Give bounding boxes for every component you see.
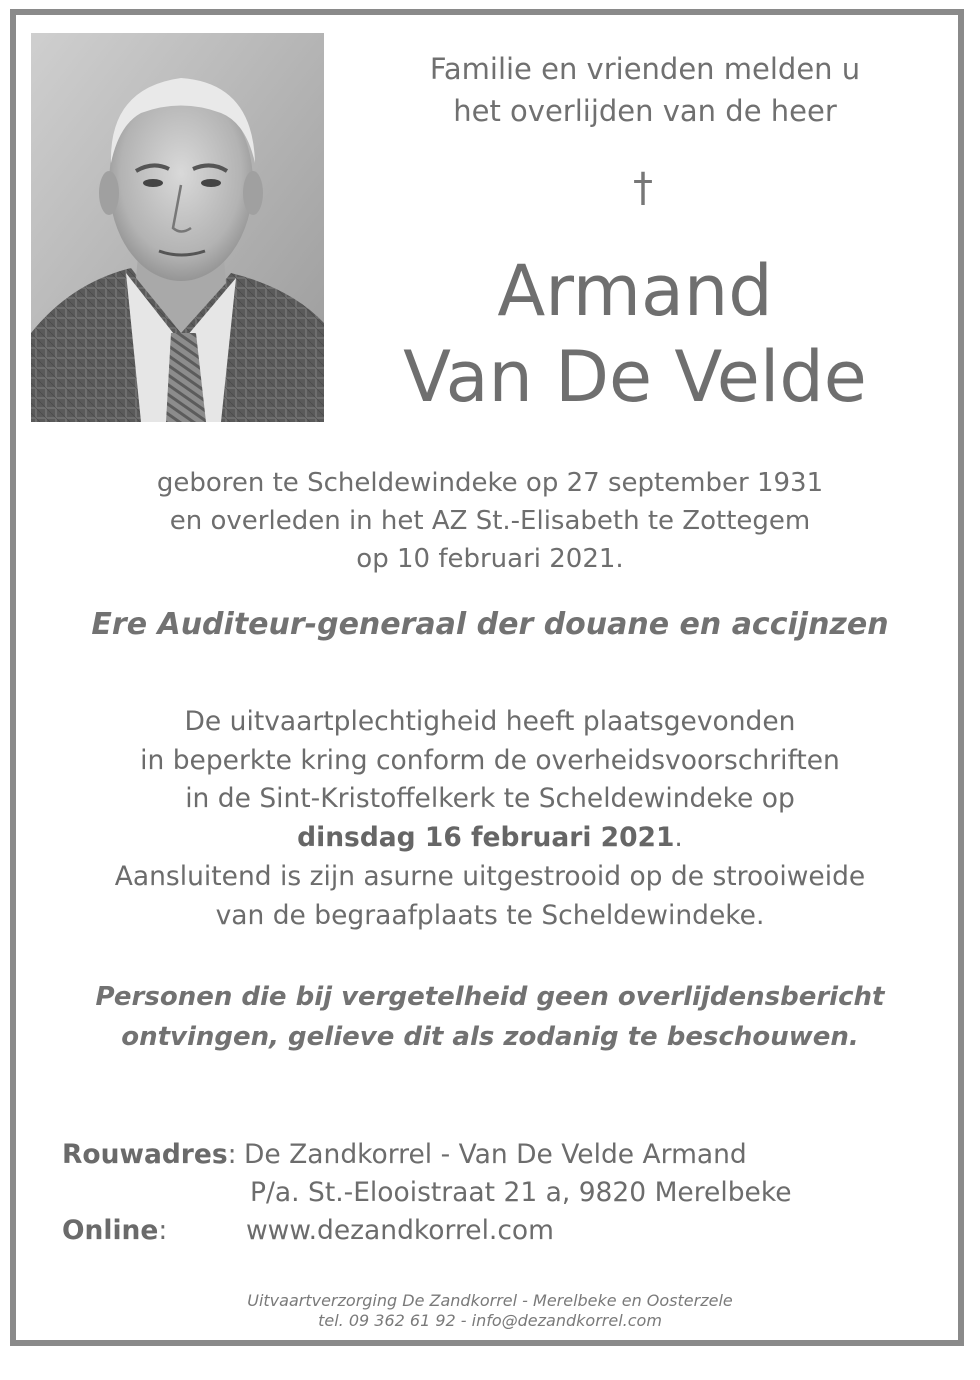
funeral-line-2: in beperkte kring conform de overheidsvoorschriften bbox=[140, 744, 840, 776]
funeral-line-3: in de Sint-Kristoffelkerk te Scheldewindeke op bbox=[185, 783, 795, 815]
honorary-title: Ere Auditeur-generaal der douane en accijnzen bbox=[91, 607, 889, 642]
address-line-1: De Zandkorrel - Van De Velde Armand bbox=[244, 1139, 747, 1170]
death-date-line: op 10 februari 2021. bbox=[356, 544, 624, 574]
notice-line-2: ontvingen, gelieve dit als zodanig te beschouwen. bbox=[121, 1022, 859, 1052]
deceased-name bbox=[380, 248, 890, 420]
funeral-line-1: De uitvaartplechtigheid heeft plaatsgevonden bbox=[184, 706, 796, 737]
deceased-first-name: Armand bbox=[497, 250, 773, 332]
online-label: Online bbox=[62, 1215, 159, 1246]
footer-line-2: tel. 09 362 61 92 - info@dezandkorrel.com bbox=[318, 1311, 662, 1330]
intro-line-2: het overlijden van de heer bbox=[453, 94, 837, 128]
intro-line-1: Familie en vrienden melden u bbox=[429, 52, 861, 86]
birth-death-details bbox=[100, 464, 880, 578]
funeral-line-5: Aansluitend is zijn asurne uitgestrooid op de strooiweide bbox=[114, 860, 866, 892]
funeral-line-6: van de begraafplaats te Scheldewindeke. bbox=[215, 899, 765, 931]
cross-icon: † bbox=[633, 165, 653, 211]
address-colon: : bbox=[227, 1139, 237, 1170]
portrait-photo bbox=[31, 33, 324, 422]
address-line-2: P/a. St.-Elooistraat 21 a, 9820 Merelbeke bbox=[250, 1177, 792, 1208]
online-colon: : bbox=[158, 1215, 168, 1246]
deceased-last-name: Van De Velde bbox=[403, 336, 867, 418]
funeral-date-suffix: . bbox=[674, 822, 683, 854]
funeral-details bbox=[60, 703, 920, 935]
online-url-link[interactable]: www.dezandkorrel.com bbox=[246, 1215, 554, 1246]
footer bbox=[200, 1291, 780, 1331]
footer-line-1: Uitvaartverzorging De Zandkorrel - Merelbeke en Oosterzele bbox=[247, 1291, 733, 1310]
birth-line: geboren te Scheldewindeke op 27 september 1931 bbox=[156, 468, 824, 498]
address-label: Rouwadres bbox=[62, 1139, 228, 1170]
address-row bbox=[62, 1136, 747, 1174]
intro-text bbox=[400, 48, 890, 132]
death-line: en overleden in het AZ St.-Elisabeth te Zottegem bbox=[169, 506, 811, 536]
funeral-date: dinsdag 16 februari 2021 bbox=[297, 822, 675, 854]
notice-line-1: Personen die bij vergetelheid geen overlijdensbericht bbox=[95, 982, 885, 1012]
online-row bbox=[62, 1212, 554, 1250]
notice-text bbox=[60, 977, 920, 1057]
funeral-date-line bbox=[60, 819, 920, 858]
